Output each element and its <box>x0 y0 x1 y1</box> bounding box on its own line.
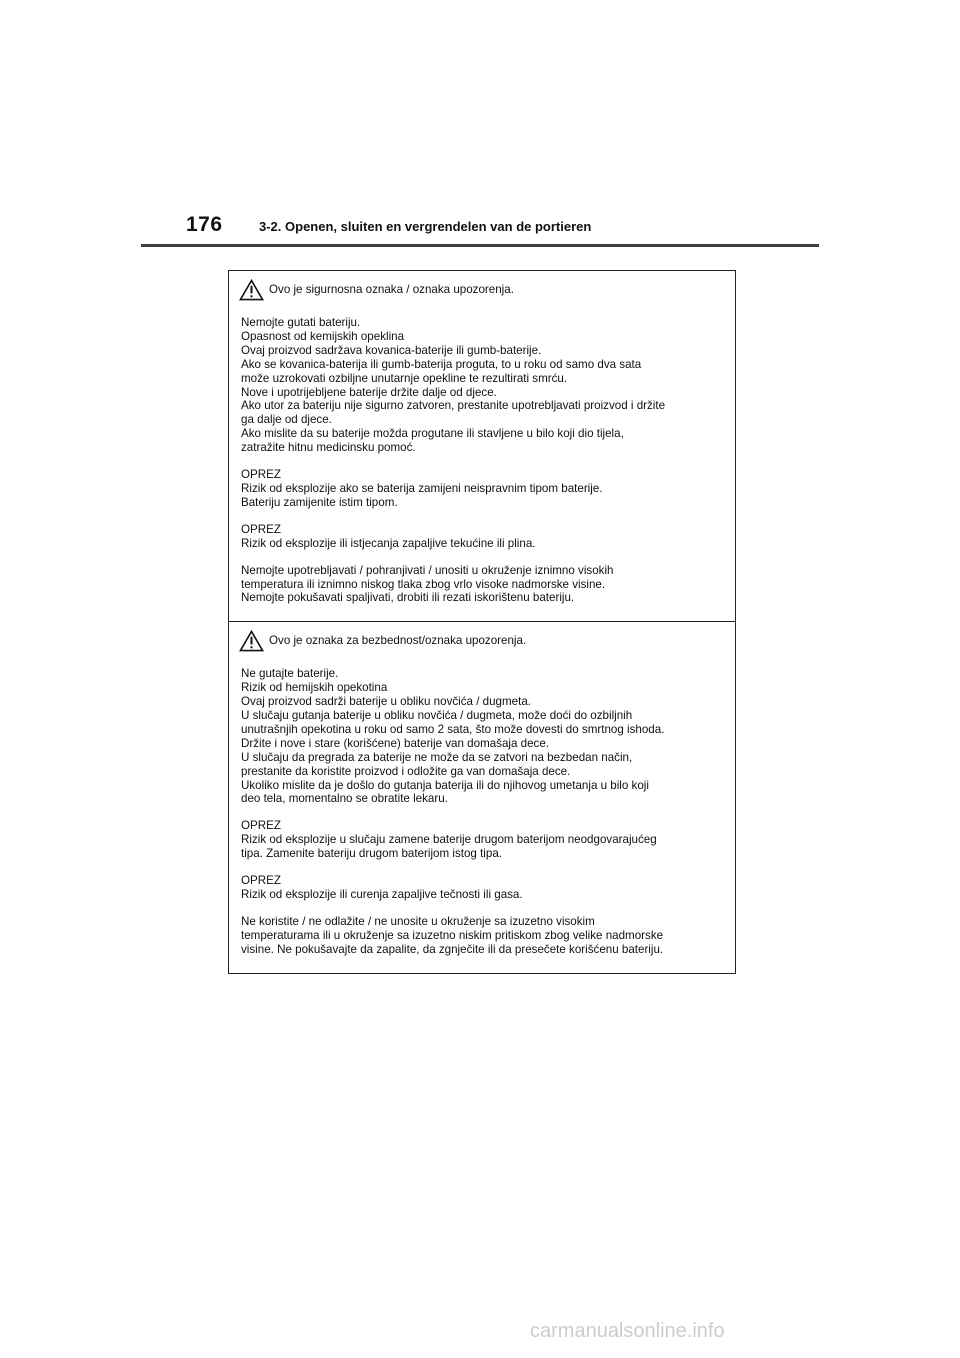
warning-paragraph <box>241 915 723 957</box>
warning-heading-row <box>239 279 723 301</box>
warning-paragraph <box>241 468 723 510</box>
paragraph-line: Ovaj proizvod sadrži baterije u obliku novčića / dugmeta. <box>241 695 531 709</box>
paragraph-line: Ako mislite da su baterije možda progutane ili stavljene u bilo koji dio tijela, <box>241 427 624 441</box>
paragraph-line: visine. Ne pokušavajte da zapalite, da zgnječite ili da presečete korišćenu bateriju. <box>241 942 664 956</box>
paragraph-line: Rizik od eksplozije ako se baterija zamijeni neispravnim tipom baterije. <box>241 481 603 495</box>
warning-section-croatian <box>229 271 735 621</box>
paragraph-line: Nemojte pokušavati spaljivati, drobiti ili rezati iskorištenu bateriju. <box>241 591 575 605</box>
paragraph-line: OPREZ <box>241 468 281 482</box>
paragraph-line: Nemojte gutati bateriju. <box>241 316 361 329</box>
warning-paragraph <box>241 564 723 606</box>
paragraph-line: Nemojte upotrebljavati / pohranjivati / unositi u okruženje iznimno visokih <box>241 563 614 577</box>
paragraph-line: OPREZ <box>241 874 281 888</box>
section-title: 3-2. Openen, sluiten en vergrendelen van de portieren <box>259 219 592 234</box>
warning-triangle-icon <box>239 279 264 301</box>
paragraph-line: Ako se kovanica-baterija ili gumb-baterija proguta, to u roku od samo dva sata <box>241 357 642 371</box>
warning-paragraphs <box>241 667 723 956</box>
paragraph-line: OPREZ <box>241 522 281 536</box>
paragraph-line: U slučaju da pregrada za baterije ne može da se zatvori na bezbedan način, <box>241 750 633 764</box>
paragraph-line: temperaturama ili u okruženje sa izuzetno niskim pritiskom zbog velike nadmorske <box>241 928 664 942</box>
paragraph-line: Ne koristite / ne odlažite / ne unosite u okruženje sa izuzetno visokim <box>241 914 595 928</box>
paragraph-line: Rizik od hemijskih opekotina <box>241 681 388 695</box>
paragraph-line: zatražite hitnu medicinsku pomoć. <box>241 441 416 455</box>
paragraph-line: Rizik od eksplozije u slučaju zamene baterije drugom baterijom neodgovarajućeg <box>241 833 657 847</box>
paragraph-line: Rizik od eksplozije ili istjecanja zapaljive tekućine ili plina. <box>241 536 536 550</box>
paragraph-line: Rizik od eksplozije ili curenja zapaljive tečnosti ili gasa. <box>241 888 523 901</box>
page-number: 176 <box>186 213 223 236</box>
warning-paragraph <box>241 874 723 902</box>
paragraph-line: tipa. Zamenite bateriju drugom baterijom istog tipa. <box>241 847 502 861</box>
paragraph-line: temperatura ili iznimno niskog tlaka zbog vrlo visoke nadmorske visine. <box>241 577 606 591</box>
paragraph-line: Držite i nove i stare (korišćene) baterije van domašaja dece. <box>241 736 550 750</box>
warning-heading: Ovo je oznaka za bezbednost/oznaka upozorenja. <box>269 634 527 648</box>
paragraph-line: Nove i upotrijebljene baterije držite dalje od djece. <box>241 385 497 399</box>
paragraph-line: Bateriju zamijenite istim tipom. <box>241 495 398 509</box>
paragraph-line: prestanite da koristite proizvod i odložite ga van domašaja dece. <box>241 764 571 778</box>
paragraph-line: može uzrokovati ozbiljne unutarnje opekline te rezultirati smrću. <box>241 371 568 385</box>
paragraph-line: Opasnost od kemijskih opeklina <box>241 329 405 343</box>
warning-paragraph <box>241 316 723 455</box>
warning-paragraphs <box>241 316 723 605</box>
battery-warning-box <box>228 270 736 974</box>
paragraph-line: Ako utor za bateriju nije sigurno zatvoren, prestanite upotrebljavati proizvod i držite <box>241 399 666 413</box>
paragraph-line: OPREZ <box>241 819 281 833</box>
warning-heading-row <box>239 630 723 652</box>
warning-heading: Ovo je sigurnosna oznaka / oznaka upozorenja. <box>269 283 514 297</box>
warning-triangle-icon <box>239 630 264 652</box>
header-divider <box>141 244 819 247</box>
site-watermark: carmanualsonline.info <box>530 1320 725 1342</box>
paragraph-line: U slučaju gutanja baterije u obliku novčića / dugmeta, može doći do ozbiljnih <box>241 709 633 723</box>
warning-section-serbian <box>229 621 735 972</box>
paragraph-line: unutrašnjih opekotina u roku od samo 2 sata, što može dovesti do smrtnog ishoda. <box>241 722 665 736</box>
paragraph-line: Ukoliko mislite da je došlo do gutanja baterija ili do njihovog umetanja u bilo koji <box>241 778 649 792</box>
paragraph-line: ga dalje od djece. <box>241 413 332 427</box>
paragraph-line: Ne gutajte baterije. <box>241 667 339 681</box>
warning-paragraph <box>241 819 723 861</box>
warning-paragraph <box>241 523 723 551</box>
paragraph-line: deo tela, momentalno se obratite lekaru. <box>241 792 448 806</box>
paragraph-line: Ovaj proizvod sadržava kovanica-baterije ili gumb-baterije. <box>241 343 542 357</box>
warning-paragraph <box>241 667 723 806</box>
